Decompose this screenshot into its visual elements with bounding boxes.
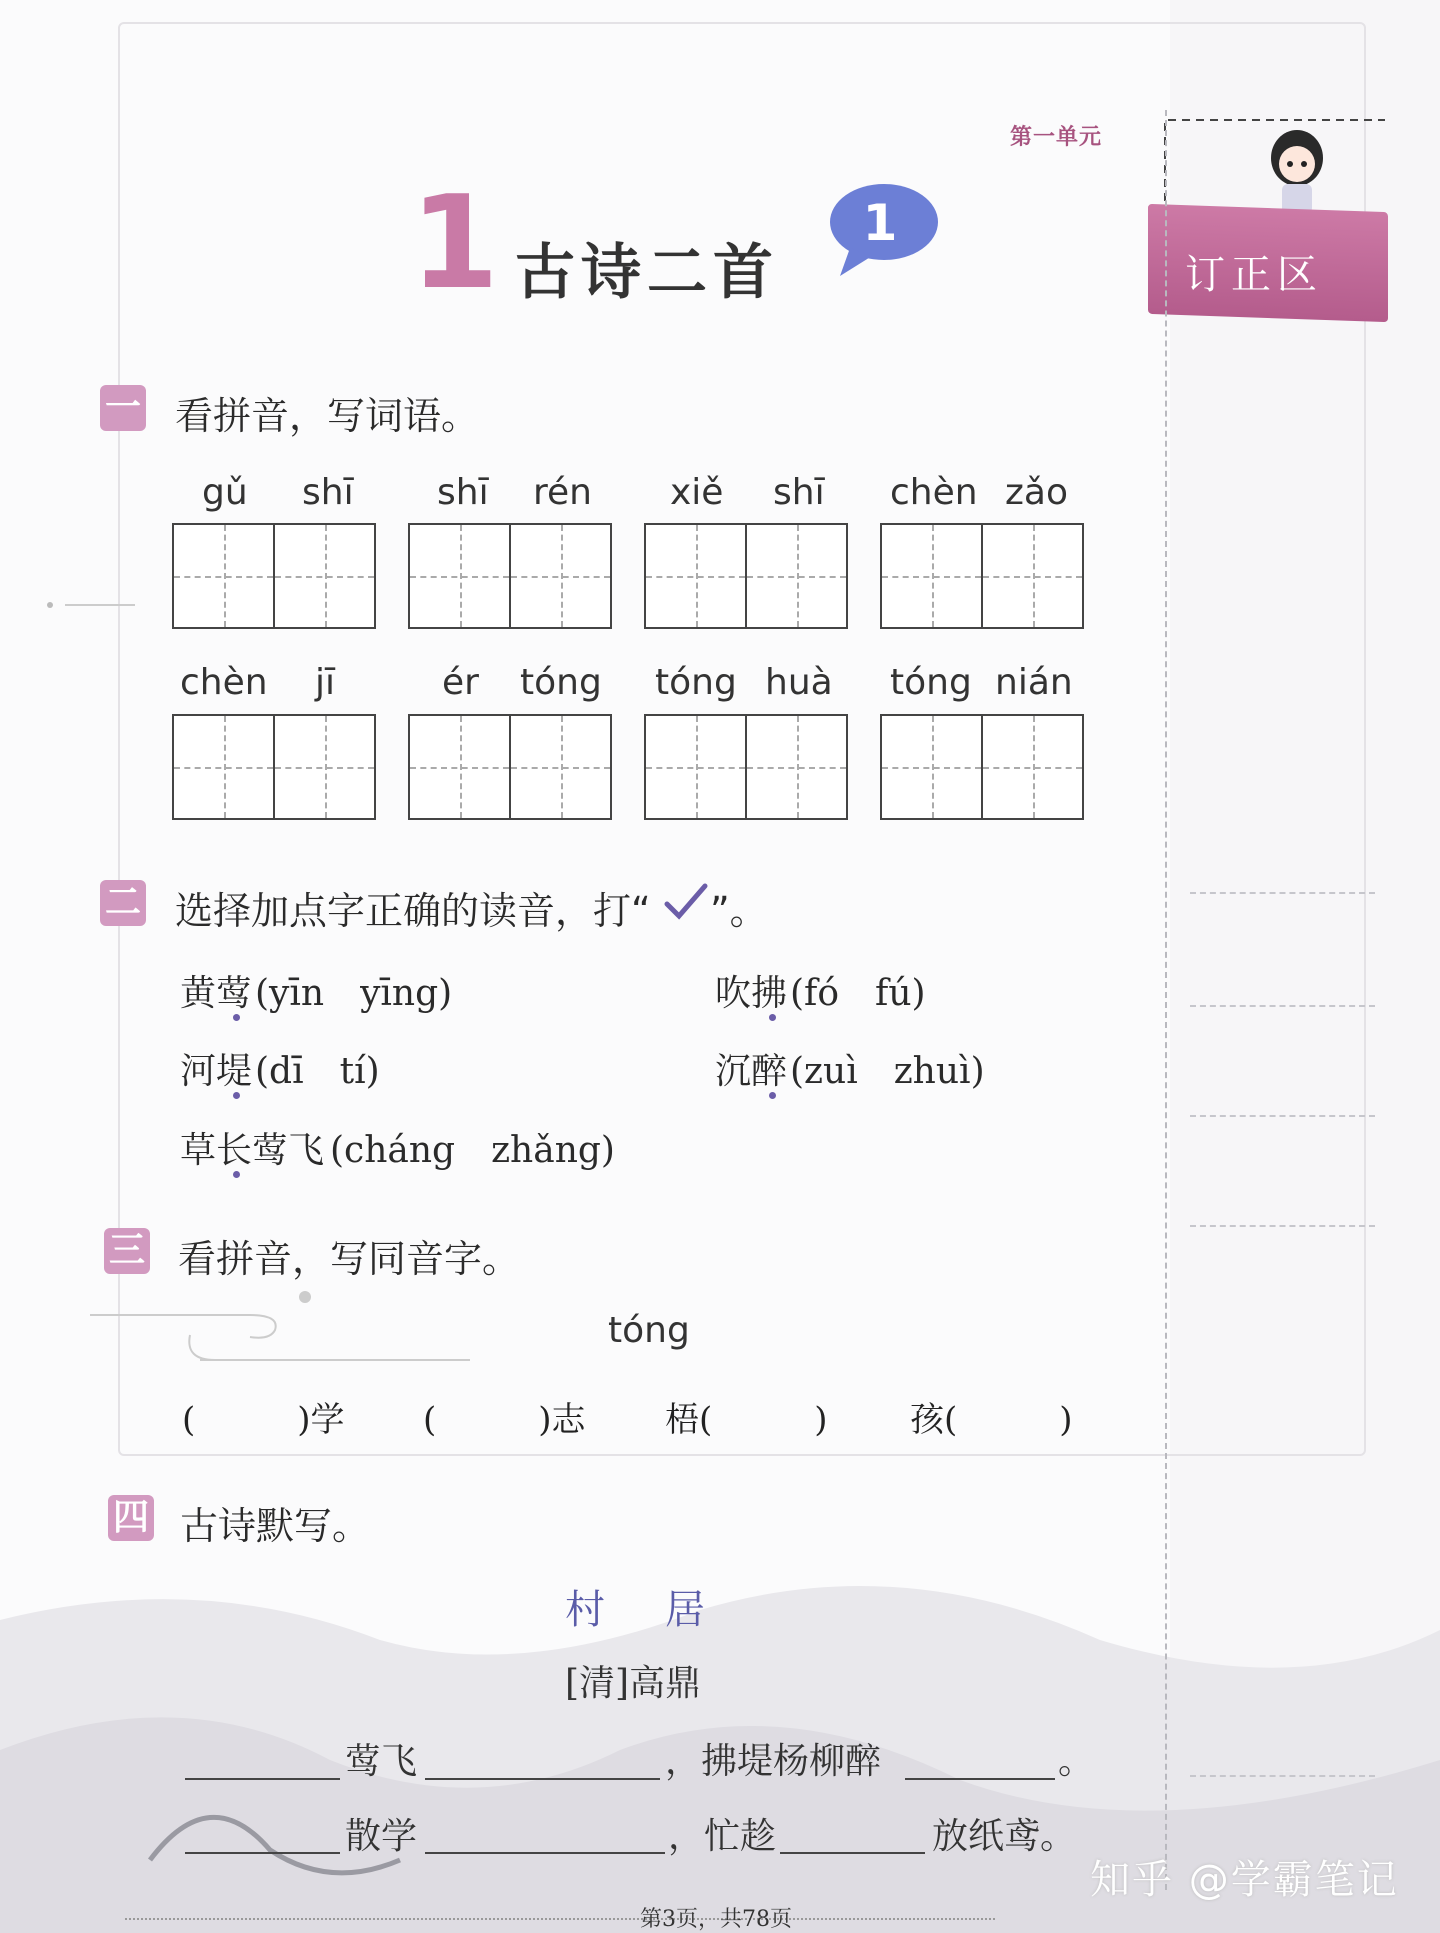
poem-text: ，拂堤杨柳醉 xyxy=(665,1741,882,1782)
decor-line xyxy=(40,590,150,620)
pinyin: chèn xyxy=(890,472,978,513)
pinyin: huà xyxy=(765,662,833,703)
pinyin: tóng xyxy=(655,662,737,703)
emphasis-dot xyxy=(233,1171,240,1178)
speech-bubble-icon xyxy=(820,178,940,278)
pinyin: tóng xyxy=(608,1310,690,1351)
emphasis-dot xyxy=(769,1014,776,1021)
choice-options[interactable]: (zuì zhuì) xyxy=(790,1051,985,1092)
cloud-decoration xyxy=(90,1285,490,1365)
choice-word: 吹拂 xyxy=(715,973,788,1014)
writing-grid[interactable] xyxy=(172,523,376,629)
fill-blank[interactable]: 孩( ) xyxy=(910,1400,1073,1440)
writing-grid[interactable] xyxy=(880,523,1084,629)
pinyin: nián xyxy=(995,662,1073,703)
section-badge: 四 xyxy=(108,1495,154,1541)
poem-text: ，忙趁 xyxy=(668,1816,777,1857)
margin-line xyxy=(1190,892,1375,894)
margin-line xyxy=(1190,1115,1375,1117)
poem-text: 散学 xyxy=(345,1816,418,1857)
choice-word: 沉醉 xyxy=(715,1051,788,1092)
pinyin: jī xyxy=(315,662,336,703)
pinyin: chèn xyxy=(180,662,268,703)
margin-line xyxy=(1190,1005,1375,1007)
writing-grid[interactable] xyxy=(880,714,1084,820)
choice-word: 河堤 xyxy=(180,1051,253,1092)
section-title: 看拼音，写同音字。 xyxy=(178,1237,521,1281)
choice-options[interactable]: (yīn yīng) xyxy=(255,973,453,1014)
fill-blank[interactable]: ( )志 xyxy=(423,1400,586,1440)
section-badge: 二 xyxy=(100,880,146,926)
watermark: 知乎 @学霸笔记 xyxy=(1090,1857,1399,1903)
emphasis-dot xyxy=(233,1014,240,1021)
page-info: 第3页，共78页 xyxy=(640,1907,792,1932)
pinyin: zǎo xyxy=(1005,472,1068,513)
section-title: 古诗默写。 xyxy=(180,1504,371,1548)
section-badge: 三 xyxy=(104,1228,150,1274)
bubble-number: 1 xyxy=(862,194,898,252)
pinyin: xiě xyxy=(670,472,724,513)
pinyin: gǔ xyxy=(202,472,248,513)
choice-options[interactable]: (dī tí) xyxy=(255,1051,380,1092)
writing-grid[interactable] xyxy=(644,523,848,629)
answer-line[interactable] xyxy=(425,1778,660,1780)
answer-line[interactable] xyxy=(425,1852,665,1854)
answer-line[interactable] xyxy=(185,1778,340,1780)
choice-word: 草长莺飞 xyxy=(180,1130,325,1171)
pinyin: tóng xyxy=(520,662,602,703)
poem-title: 村居 xyxy=(565,1587,765,1633)
choice-word: 黄莺 xyxy=(180,973,253,1014)
poem-text: 。 xyxy=(1058,1741,1095,1782)
choice-options[interactable]: (fó fú) xyxy=(790,973,926,1014)
pinyin: shī xyxy=(773,472,825,513)
section-title: 看拼音，写词语。 xyxy=(175,394,480,438)
answer-line[interactable] xyxy=(185,1852,340,1854)
footer-line xyxy=(125,1918,995,1920)
pinyin: rén xyxy=(533,472,592,513)
writing-grid[interactable] xyxy=(408,714,612,820)
choice-options[interactable]: (cháng zhǎng) xyxy=(330,1130,615,1171)
pinyin: shī xyxy=(302,472,354,513)
poem-text: 莺飞 xyxy=(345,1741,418,1782)
checkmark-icon xyxy=(663,882,709,922)
answer-line[interactable] xyxy=(905,1778,1055,1780)
fill-blank[interactable]: ( )学 xyxy=(182,1400,345,1440)
lesson-number: 1 xyxy=(410,169,500,318)
margin-line xyxy=(1190,1225,1375,1227)
poem-author: [清]高鼎 xyxy=(565,1663,702,1704)
pinyin: shī xyxy=(437,472,489,513)
emphasis-dot xyxy=(233,1092,240,1099)
pinyin: tóng xyxy=(890,662,972,703)
correction-area-label: 订正区 xyxy=(1185,252,1323,298)
unit-label: 第一单元 xyxy=(1010,125,1103,150)
answer-line[interactable] xyxy=(780,1852,925,1854)
fill-blank[interactable]: 梧( ) xyxy=(665,1400,828,1440)
lesson-title: 古诗二首 xyxy=(515,238,779,308)
section-badge: 一 xyxy=(100,385,146,431)
section-title: 选择加点字正确的读音，打“ xyxy=(175,889,651,933)
pinyin: ér xyxy=(442,662,479,703)
margin-divider xyxy=(1165,110,1167,1890)
writing-grid[interactable] xyxy=(408,523,612,629)
margin-line xyxy=(1190,1775,1375,1777)
emphasis-dot xyxy=(769,1092,776,1099)
writing-grid[interactable] xyxy=(644,714,848,820)
section-title-end: ”。 xyxy=(710,889,768,933)
poem-text: 放纸鸢。 xyxy=(932,1816,1077,1857)
writing-grid[interactable] xyxy=(172,714,376,820)
